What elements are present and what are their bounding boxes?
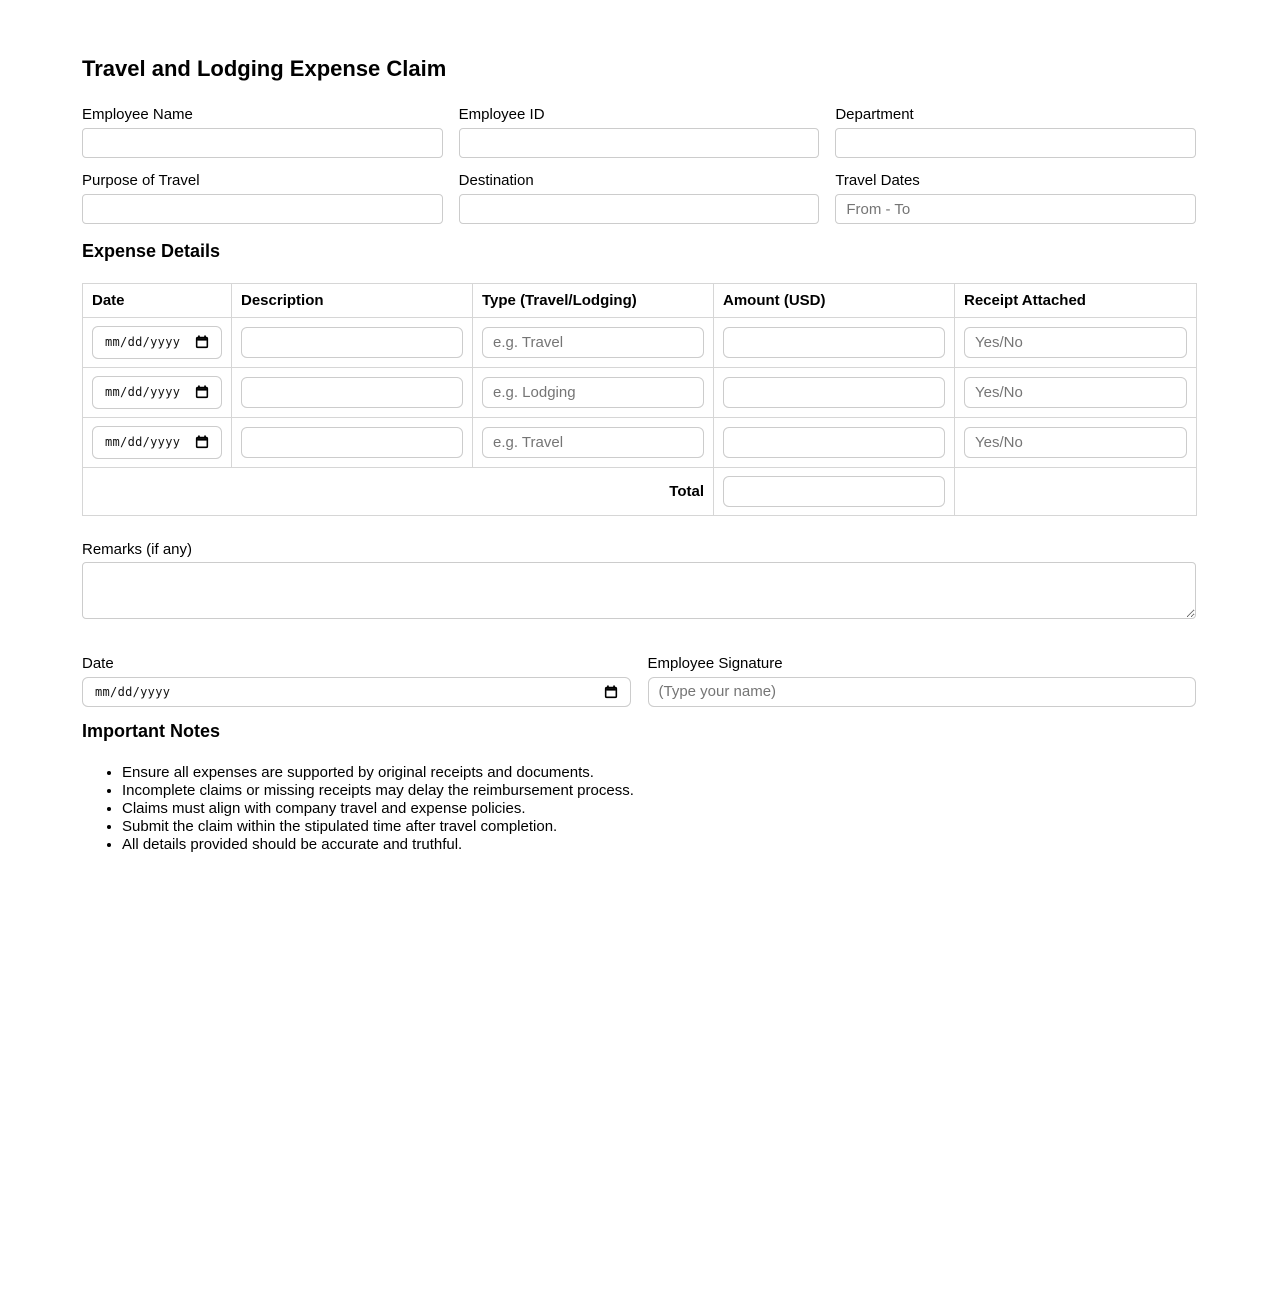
expense-type-input-1[interactable]	[482, 327, 704, 358]
note-item: • All details provided should be accurate and truthful.	[122, 836, 1196, 854]
col-header-receipt: Receipt Attached	[955, 283, 1197, 317]
employee-id-label: Employee ID	[458, 106, 545, 124]
col-header-description: Description	[232, 283, 473, 317]
expense-amount-input-1[interactable]	[723, 327, 945, 358]
expense-receipt-input-2[interactable]	[964, 377, 1187, 408]
total-label: Total	[83, 467, 714, 515]
expense-date-input-2[interactable]: mm/dd/yyyy	[92, 376, 222, 409]
expense-type-input-2[interactable]	[482, 377, 704, 408]
note-item: • Claims must align with company travel and expense policies.	[122, 800, 1196, 818]
expense-description-input-2[interactable]	[241, 377, 463, 408]
col-header-date: Date	[83, 283, 232, 317]
destination-label: Destination	[458, 172, 534, 190]
expense-date-input-1[interactable]: mm/dd/yyyy	[92, 326, 222, 359]
travel-dates-input[interactable]	[835, 194, 1196, 224]
employee-info-grid	[82, 106, 1196, 224]
expense-row-1	[83, 317, 1197, 367]
note-item: • Incomplete claims or missing receipts may delay the reimbursement process.	[122, 782, 1196, 800]
department-field	[835, 106, 1196, 158]
important-notes-list	[82, 764, 1196, 854]
important-notes-heading: Important Notes	[82, 720, 221, 741]
employee-name-field	[82, 106, 443, 158]
signature-label: Employee Signature	[647, 654, 783, 672]
expense-row-3	[83, 417, 1197, 467]
remarks-textarea[interactable]	[82, 562, 1196, 619]
expense-table-header-row	[83, 283, 1197, 317]
calendar-icon[interactable]	[195, 435, 209, 449]
expense-claim-page	[82, 0, 1196, 914]
expense-amount-input-3[interactable]	[723, 427, 945, 458]
expense-type-input-3[interactable]	[482, 427, 704, 458]
remarks-label: Remarks (if any)	[82, 540, 193, 558]
employee-name-label: Employee Name	[82, 106, 193, 124]
signoff-date-field	[82, 655, 631, 707]
purpose-input[interactable]	[82, 194, 443, 224]
note-item: • Ensure all expenses are supported by original receipts and documents.	[122, 764, 1196, 782]
signoff-date-input[interactable]: mm/dd/yyyy	[82, 677, 631, 707]
calendar-icon[interactable]	[604, 685, 618, 699]
expense-date-input-3[interactable]: mm/dd/yyyy	[92, 426, 222, 459]
employee-name-input[interactable]	[82, 128, 443, 158]
travel-dates-label: Travel Dates	[835, 172, 920, 190]
expense-receipt-input-3[interactable]	[964, 427, 1187, 458]
expense-amount-input-2[interactable]	[723, 377, 945, 408]
total-amount-input[interactable]	[723, 476, 945, 507]
employee-id-field	[459, 106, 820, 158]
signature-input[interactable]	[648, 677, 1197, 707]
expense-description-input-1[interactable]	[241, 327, 463, 358]
expense-row-2	[83, 367, 1197, 417]
expense-total-row	[83, 467, 1197, 515]
signature-field	[648, 655, 1197, 707]
total-row-empty-cell	[955, 467, 1197, 515]
expense-receipt-input-1[interactable]	[964, 327, 1187, 358]
col-header-type: Type (Travel/Lodging)	[473, 283, 714, 317]
purpose-label: Purpose of Travel	[82, 172, 200, 190]
destination-field	[459, 172, 820, 224]
signoff-grid	[82, 655, 1196, 707]
expense-details-heading: Expense Details	[82, 241, 221, 262]
employee-id-input[interactable]	[459, 128, 820, 158]
calendar-icon[interactable]	[195, 385, 209, 399]
destination-input[interactable]	[459, 194, 820, 224]
department-input[interactable]	[835, 128, 1196, 158]
remarks-block	[82, 541, 1196, 624]
department-label: Department	[835, 106, 914, 124]
travel-dates-field	[835, 172, 1196, 224]
signoff-date-label: Date	[82, 654, 114, 672]
expense-table	[82, 283, 1197, 516]
page-title: Travel and Lodging Expense Claim	[82, 56, 447, 81]
col-header-amount: Amount (USD)	[714, 283, 955, 317]
calendar-icon[interactable]	[195, 335, 209, 349]
note-item: • Submit the claim within the stipulated time after travel completion.	[122, 818, 1196, 836]
expense-description-input-3[interactable]	[241, 427, 463, 458]
purpose-field	[82, 172, 443, 224]
